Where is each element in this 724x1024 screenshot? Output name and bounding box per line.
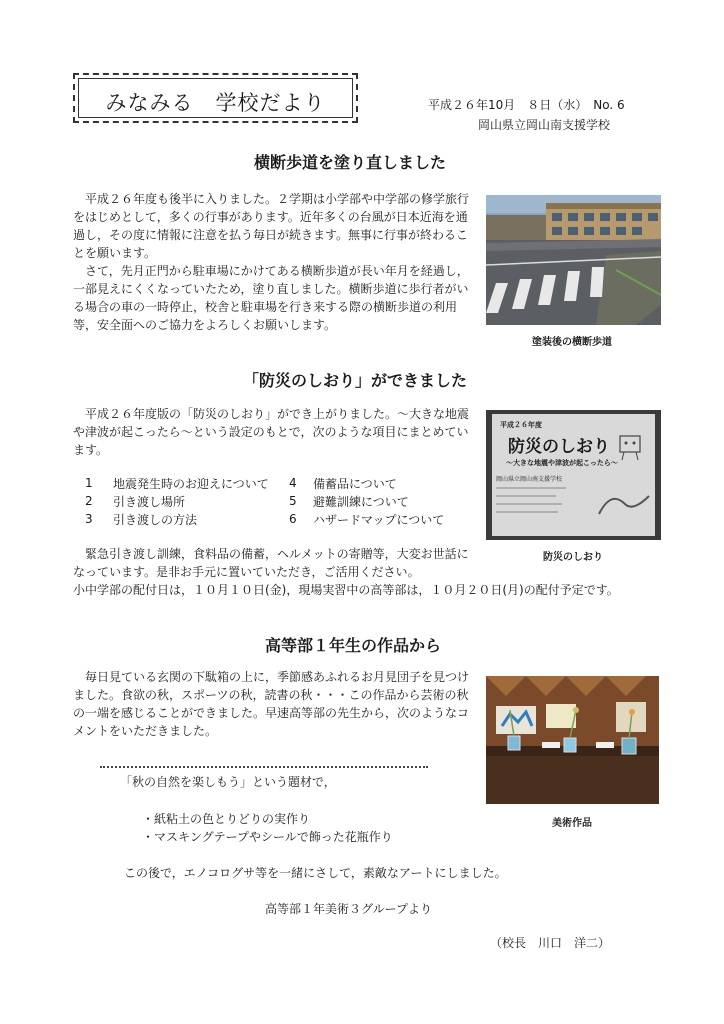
section2-distribution: 小中学部の配付日は，１０月１０日(金)，現場実習中の高等部は，１０月２０日(月)の配付予定です。 <box>73 583 619 597</box>
crosswalk-photo-image <box>486 195 661 325</box>
item-number: 5 <box>289 494 297 508</box>
list-item <box>73 474 444 492</box>
newsletter-title: みなみる 学校だより <box>105 91 326 115</box>
booklet-contact-lines <box>496 482 596 522</box>
masthead-inner-border <box>78 78 353 118</box>
section3-intro: 毎日見ている玄関の下駄箱の上に，季節感あふれるお月見団子を見つけました。食欲の秋，スポーツの秋，読書の秋・・・この作品から芸術の秋の一端を感じることができました。早速高等部の先生から，次のようなコメントをいただきました。 <box>73 670 470 738</box>
booklet-school: 岡山県立岡山南支援学校 <box>496 476 563 483</box>
issue-date: 平成２６年10月 ８日（水） No. 6 <box>428 98 625 112</box>
item-label: 避難訓練について <box>313 494 409 509</box>
item-label: 引き渡し場所 <box>113 494 186 509</box>
booklet-title: 防災のしおり <box>508 437 610 457</box>
item-number: 6 <box>289 512 297 526</box>
principal-signature: （校長 川口 洋二） <box>490 936 611 950</box>
item-label: 引き渡しの方法 <box>113 512 198 527</box>
booklet-wave-icon <box>597 484 652 524</box>
artwork-caption: 美術作品 <box>552 818 592 829</box>
item-number: 3 <box>85 512 93 526</box>
disaster-guide-photo <box>486 410 661 540</box>
comment-bullet-1: ・紙粘土の色とりどりの実作り <box>142 812 311 826</box>
item-number: 1 <box>85 476 93 490</box>
section1-paragraph-1: 平成２６年度も後半に入りました。２学期は小学部や中学部の修学旅行をはじめとして，多くの行事があります。近年多くの台風が日本近海を通過し，その度に情報に注意を払う毎日が続きます。無事に行事が終わることを願います。 <box>73 192 470 260</box>
section2-heading: 「防災のしおり」ができました <box>243 371 468 390</box>
section1-paragraph-2: さて，先月正門から駐車場にかけてある横断歩道が長い年月を経過し，一部見えにくくなっていたため，塗り直しました。横断歩道に歩行者がいる場合の車の一時停止，校舎と駐車場を行き来する際の横断歩道の利用等，安全面へのご協力をよろしくお願いします。 <box>73 264 469 332</box>
artwork-photo-image <box>486 676 659 804</box>
crosswalk-photo <box>486 195 661 325</box>
comment-theme: 「秋の自然を楽しもう」という題材で， <box>120 775 336 789</box>
item-label: 地震発生時のお迎えについて <box>113 476 269 491</box>
item-label: ハザードマップについて <box>313 512 445 527</box>
section1-heading: 横断歩道を塗り直しました <box>254 153 447 172</box>
section1-body <box>73 190 470 334</box>
section2-followup: 緊急引き渡し訓練，食料品の備蓄，ヘルメットの寄贈等，大変お世話になっています。是非お手元に置いていただき，ご活用ください。 <box>73 547 469 579</box>
booklet-subtitle: 〜大きな地震や津波が起こったら〜 <box>506 459 618 467</box>
crosswalk-caption: 塗装後の横断歩道 <box>532 337 612 348</box>
comment-divider <box>100 766 428 768</box>
comment-body: この後で，エノコログサ等を一緒にさして，素敵なアートにしました。 <box>124 866 507 880</box>
comment-bullet-2: ・マスキングテープやシールで飾った花瓶作り <box>142 830 393 844</box>
list-item <box>73 492 444 510</box>
school-name: 岡山県立岡山南支援学校 <box>478 118 611 132</box>
booklet-year: 平成２６年度 <box>500 421 542 429</box>
list-item <box>73 510 444 528</box>
item-number: 4 <box>289 476 297 490</box>
comment-source: 高等部１年美術３グループより <box>265 902 433 916</box>
artwork-photo <box>486 676 659 804</box>
masthead-box <box>73 73 358 123</box>
item-label: 備蓄品について <box>313 476 397 491</box>
section3-heading: 高等部１年生の作品から <box>265 636 442 655</box>
booklet-mascot-icon <box>612 432 648 462</box>
disaster-guide-items <box>73 474 444 528</box>
booklet-cover <box>492 414 655 536</box>
section2-intro: 平成２６年度版の「防災のしおり」ができ上がりました。〜大きな地震や津波が起こったら〜という設定のもとで，次のような項目にまとめています。 <box>73 407 470 457</box>
disaster-guide-caption: 防災のしおり <box>543 552 603 563</box>
item-number: 2 <box>85 494 93 508</box>
